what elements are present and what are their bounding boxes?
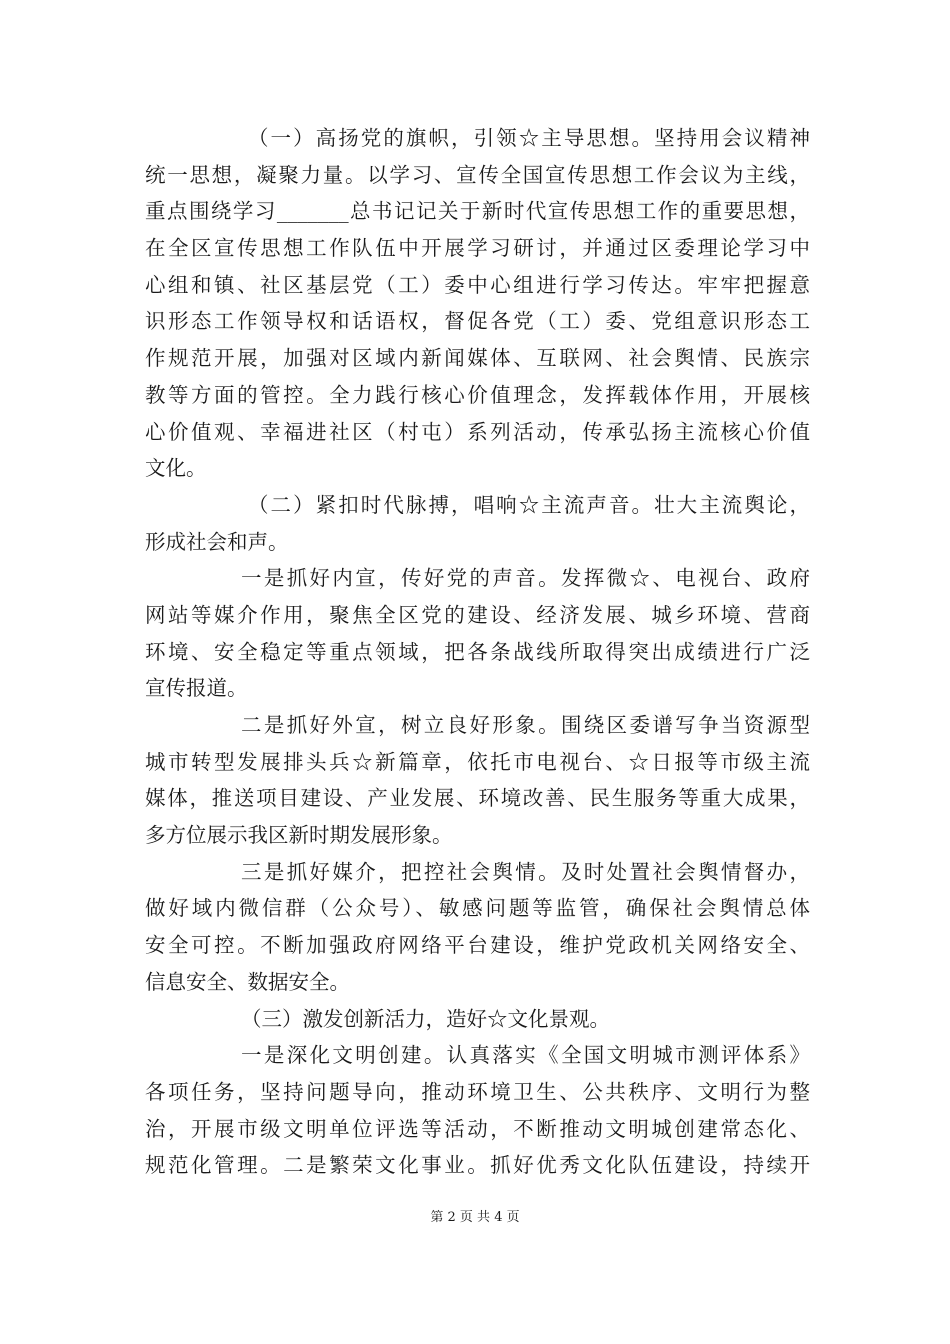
text-line-09: 心价值观、幸福进社区（村屯）系列活动，传承弘扬主流核心价值 bbox=[145, 419, 810, 444]
text-line-25: （三）激发创新活力，造好☆文化景观。 bbox=[241, 1006, 610, 1031]
text-line-12: 形成社会和声。 bbox=[145, 529, 289, 554]
text-line-03: 重点围绕学习_______总书记记关于新时代宣传思想工作的重要思想， bbox=[145, 199, 810, 224]
text-line-07: 作规范开展，加强对区域内新闻媒体、互联网、社会舆情、民族宗 bbox=[145, 346, 810, 371]
text-line-26: 一是深化文明创建。认真落实《全国文明城市测评体系》 bbox=[241, 1043, 810, 1068]
text-line-06: 识形态工作领导权和话语权，督促各党（工）委、党组意识形态工 bbox=[145, 309, 810, 334]
text-line-11: （二）紧扣时代脉搏，唱响☆主流声音。壮大主流舆论， bbox=[248, 492, 810, 517]
text-line-22: 做好域内微信群（公众号）、敏感问题等监管，确保社会舆情总体 bbox=[145, 896, 810, 921]
text-line-02: 统一思想，凝聚力量。以学习、宣传全国宣传思想工作会议为主线， bbox=[145, 162, 810, 187]
document-body bbox=[145, 120, 810, 1184]
text-line-20: 多方位展示我区新时期发展形象。 bbox=[145, 823, 453, 848]
text-line-27: 各项任务，坚持问题导向，推动环境卫生、公共秩序、文明行为整 bbox=[145, 1079, 810, 1104]
text-line-05: 心组和镇、社区基层党（工）委中心组进行学习传达。牢牢把握意 bbox=[145, 272, 810, 297]
text-line-16: 宣传报道。 bbox=[145, 676, 248, 701]
text-line-23: 安全可控。不断加强政府网络平台建设，维护党政机关网络安全、 bbox=[145, 933, 810, 958]
text-line-24: 信息安全、数据安全。 bbox=[145, 969, 350, 994]
text-line-17: 二是抓好外宣，树立良好形象。围绕区委谱写争当资源型 bbox=[241, 713, 810, 737]
text-line-28: 治，开展市级文明单位评选等活动，不断推动文明城创建常态化、 bbox=[145, 1116, 810, 1141]
text-line-08: 教等方面的管控。全力践行核心价值理念，发挥载体作用，开展核 bbox=[145, 382, 810, 407]
text-line-18: 城市转型发展排头兵☆新篇章，依托市电视台、☆日报等市级主流 bbox=[145, 749, 810, 774]
text-line-10: 文化。 bbox=[145, 456, 207, 481]
text-line-15: 环境、安全稳定等重点领域，把各条战线所取得突出成绩进行广泛 bbox=[145, 639, 810, 664]
text-line-19: 媒体，推送项目建设、产业发展、环境改善、民生服务等重大成果， bbox=[145, 786, 810, 811]
text-line-13: 一是抓好内宣，传好党的声音。发挥微☆、电视台、政府 bbox=[241, 566, 810, 591]
text-line-14: 网站等媒介作用，聚焦全区党的建设、经济发展、城乡环境、营商 bbox=[145, 602, 810, 627]
text-line-04: 在全区宣传思想工作队伍中开展学习研讨，并通过区委理论学习中 bbox=[145, 236, 810, 261]
page-number-footer: 第 2 页 共 4 页 bbox=[430, 1210, 520, 1225]
text-line-01: （一）高扬党的旗帜，引领☆主导思想。坚持用会议精神 bbox=[248, 126, 810, 150]
text-line-21: 三是抓好媒介，把控社会舆情。及时处置社会舆情督办， bbox=[241, 859, 810, 884]
text-line-29: 规范化管理。二是繁荣文化事业。抓好优秀文化队伍建设，持续开 bbox=[145, 1153, 810, 1178]
